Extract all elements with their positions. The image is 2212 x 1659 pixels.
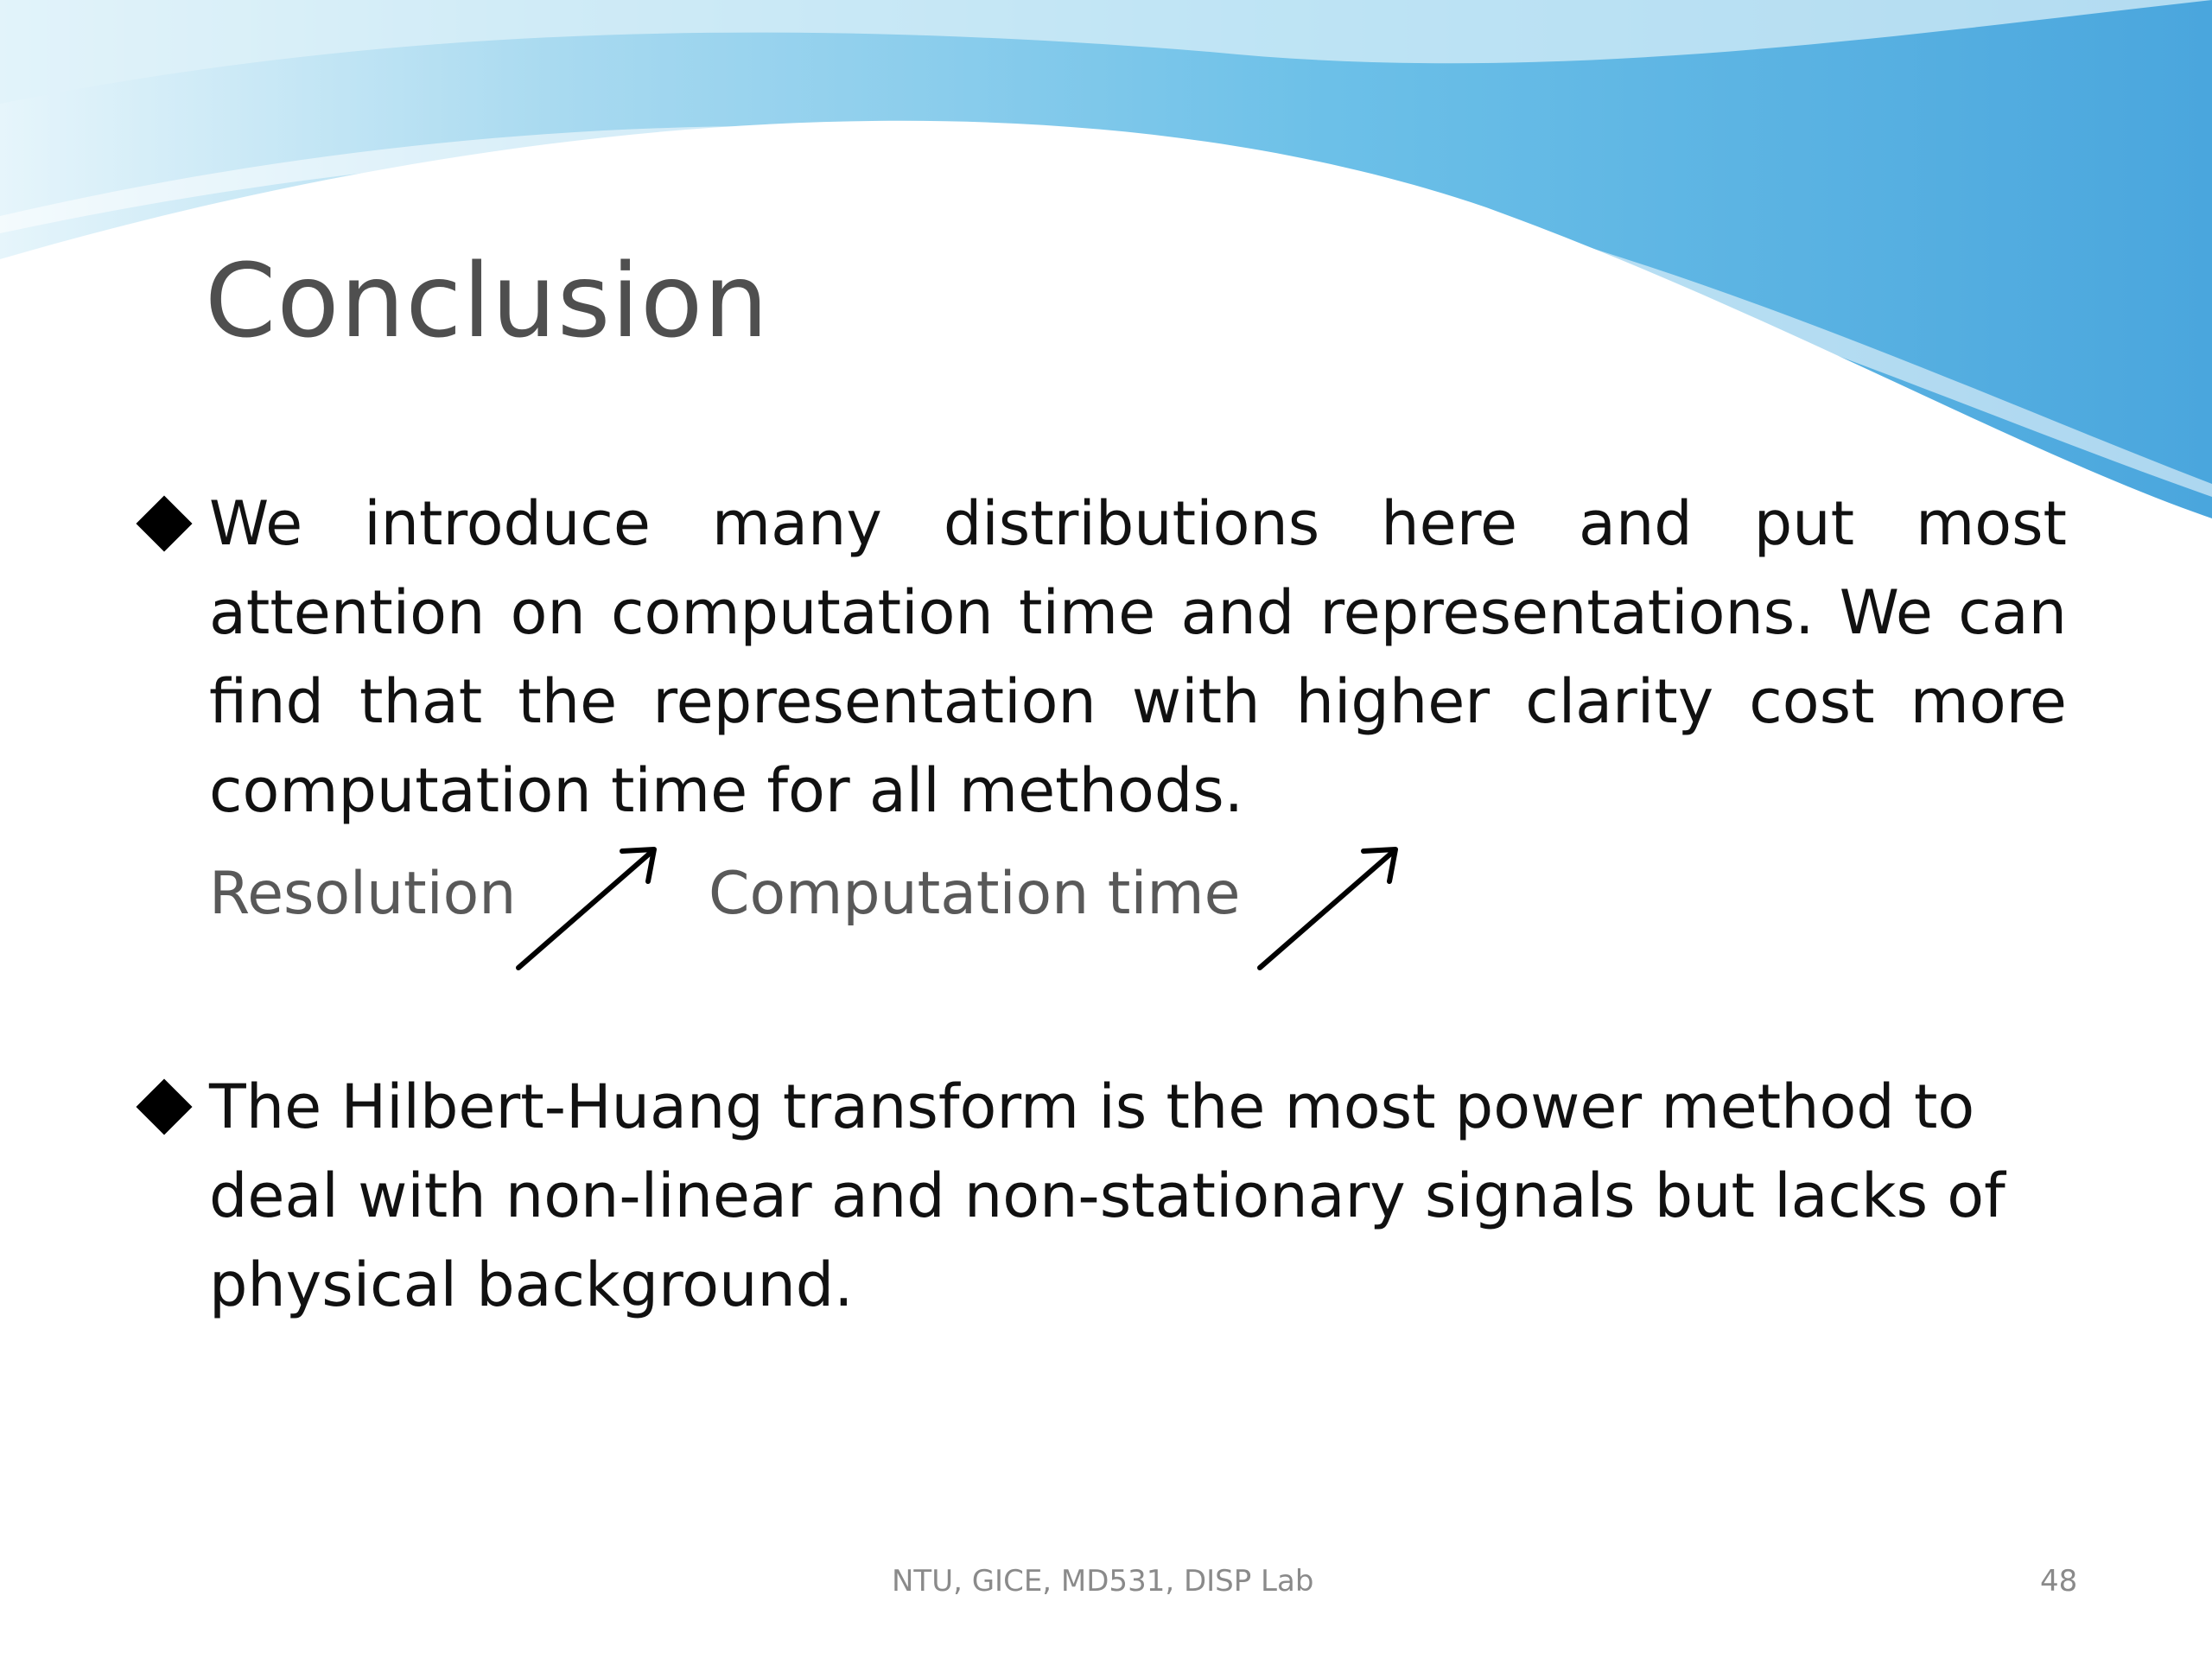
bullet-1-text: We introduce many distributions here and put most attention on computation time and representations. We can find that the representation with higher clarity cost more computation time for all methods. [209, 488, 2067, 826]
bullet-2-text: The Hilbert-Huang transform is the most power method to deal with non-linear and non-stationary signals but lacks of physical background. [209, 1071, 2005, 1320]
arrow-up-right-icon [1247, 834, 1420, 972]
page-number: 48 [2040, 1564, 2078, 1599]
footer-text: NTU, GICE, MD531, DISP Lab [892, 1564, 1314, 1599]
resolution-label: Resolution [209, 860, 517, 928]
slide-title: Conclusion [205, 241, 770, 360]
computation-time-label: Computation time [709, 860, 1241, 928]
arrow-up-right-icon [505, 834, 678, 972]
